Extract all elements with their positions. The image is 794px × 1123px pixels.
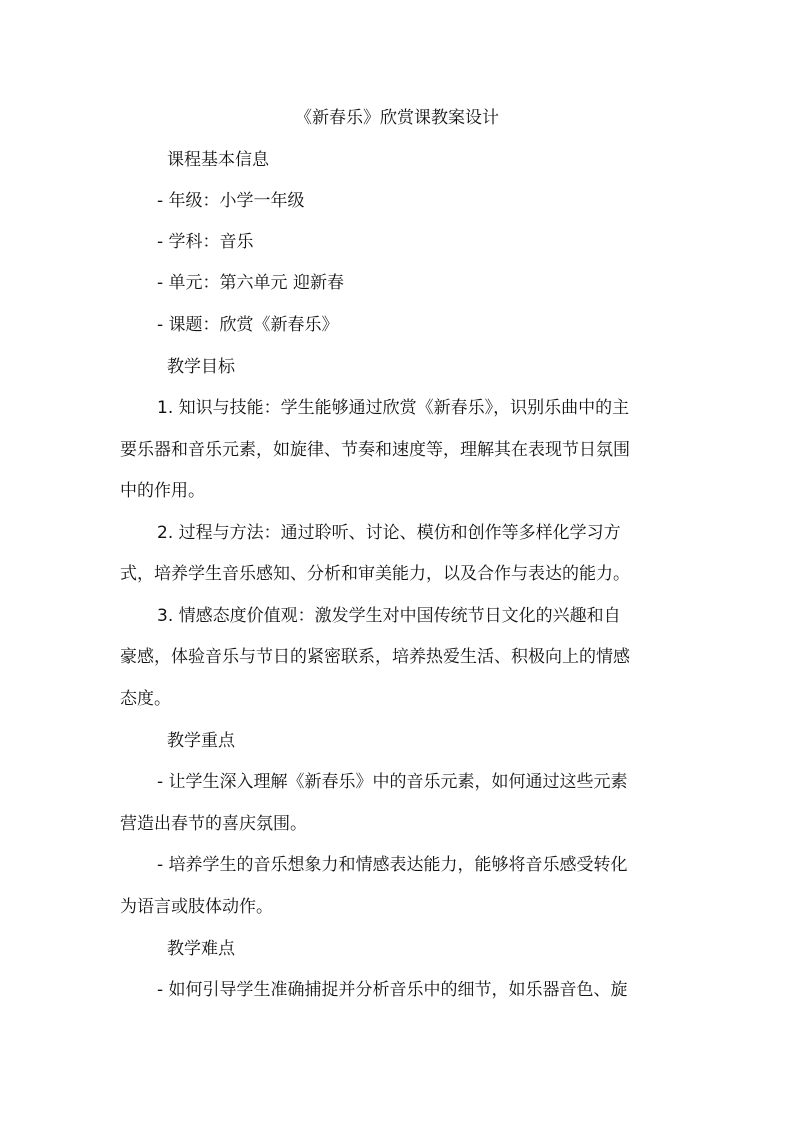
key-point-1-line-2: 营造出春节的喜庆氛围。 — [120, 814, 307, 834]
objective-2-line-1: 2. 过程与方法：通过聆听、讨论、模仿和创作等多样化学习方 — [157, 523, 621, 543]
objective-3-line-3: 态度。 — [120, 689, 171, 709]
key-point-2-line-2: 为语言或肢体动作。 — [120, 897, 273, 917]
heading-basic-info: 课程基本信息 — [167, 150, 269, 170]
key-point-2-line-1: - 培养学生的音乐想象力和情感表达能力，能够将音乐感受转化 — [157, 855, 628, 875]
info-unit: - 单元：第六单元 迎新春 — [157, 273, 344, 293]
objective-2-line-2: 式，培养学生音乐感知、分析和审美能力，以及合作与表达的能力。 — [120, 564, 630, 584]
objective-1-line-1: 1. 知识与技能：学生能够通过欣赏《新春乐》，识别乐曲中的主 — [157, 398, 630, 418]
heading-difficulties: 教学难点 — [167, 939, 235, 959]
heading-key-points: 教学重点 — [167, 731, 235, 751]
key-point-1-line-1: - 让学生深入理解《新春乐》中的音乐元素，如何通过这些元素 — [157, 772, 628, 792]
difficulty-1-line-1: - 如何引导学生准确捕捉并分析音乐中的细节，如乐器音色、旋 — [157, 980, 628, 1000]
objective-3-line-1: 3. 情感态度价值观：激发学生对中国传统节日文化的兴趣和自 — [157, 606, 621, 626]
objective-1-line-2: 要乐器和音乐元素，如旋律、节奏和速度等，理解其在表现节日氛围 — [120, 440, 630, 460]
info-topic: - 课题：欣赏《新春乐》 — [157, 315, 339, 335]
objective-3-line-2: 豪感，体验音乐与节日的紧密联系，培养热爱生活、积极向上的情感 — [120, 647, 630, 667]
info-subject: - 学科：音乐 — [157, 232, 254, 252]
objective-1-line-3: 中的作用。 — [120, 481, 205, 501]
info-grade: - 年级：小学一年级 — [157, 191, 305, 211]
document-title: 《新春乐》欣赏课教案设计 — [295, 108, 499, 128]
heading-objectives: 教学目标 — [167, 357, 235, 377]
